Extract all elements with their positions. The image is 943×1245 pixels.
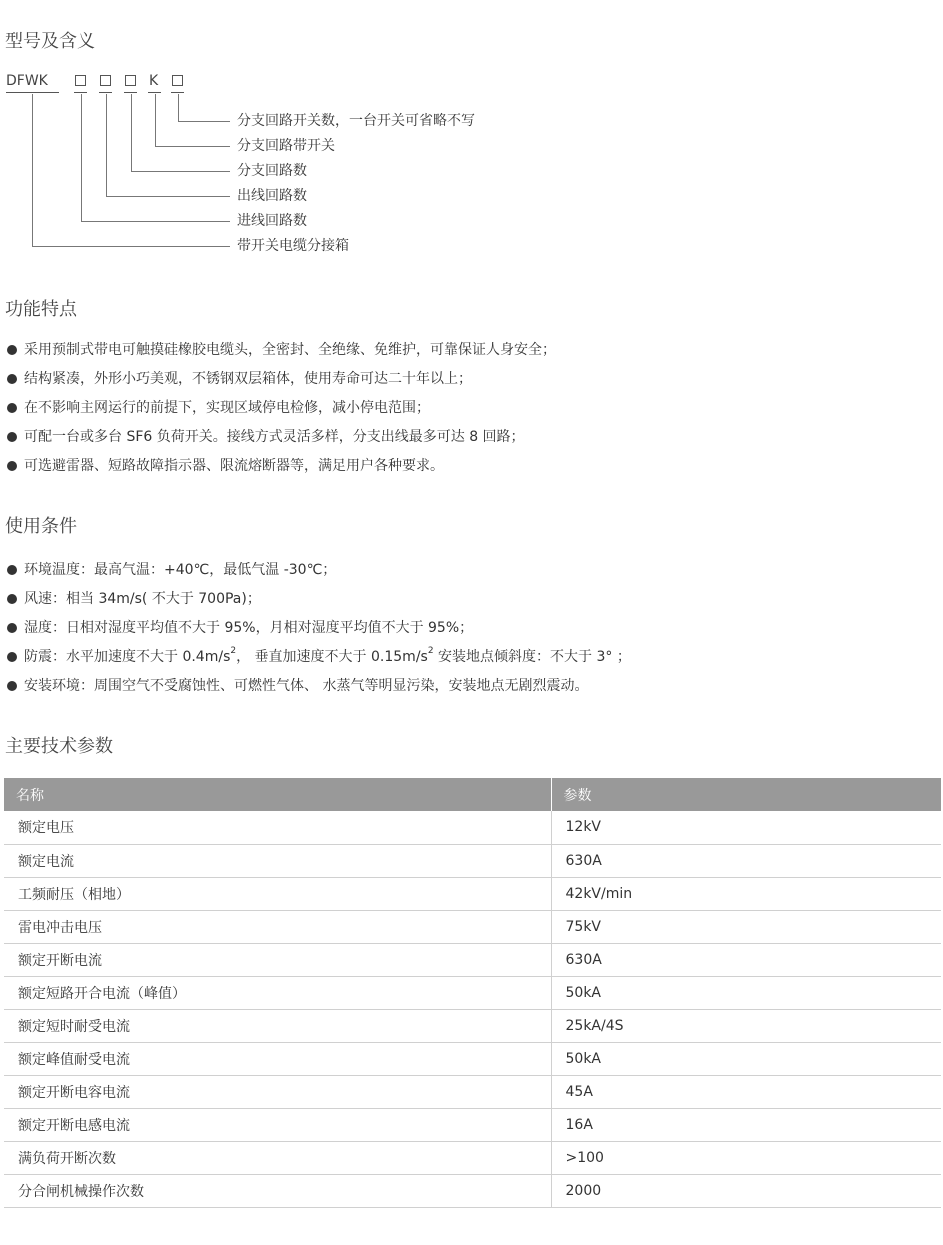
- code-description: 带开关电缆分接箱: [237, 238, 349, 254]
- list-item: 风速：相当 34m/s( 不大于 700Pa)；: [6, 589, 631, 618]
- param-value: 630A: [551, 943, 941, 976]
- param-name: 额定短时耐受电流: [4, 1009, 551, 1042]
- param-value: >100: [551, 1141, 941, 1174]
- list-item: 采用预制式带电可触摸硅橡胶电缆头，全密封、全绝缘、免维护，可靠保证人身安全；: [6, 340, 556, 369]
- list-item: 湿度：日相对湿度平均值不大于 95%，月相对湿度平均值不大于 95%；: [6, 618, 631, 647]
- code-description: 分支回路带开关: [237, 138, 335, 154]
- connector-line: [81, 221, 230, 222]
- param-name: 额定电压: [4, 811, 551, 844]
- param-value: 50kA: [551, 1042, 941, 1075]
- param-value: 630A: [551, 844, 941, 877]
- feature-list: [6, 340, 556, 485]
- list-item: 结构紧凑，外形小巧美观，不锈钢双层箱体，使用寿命可达二十年以上；: [6, 369, 556, 398]
- param-value: 42kV/min: [551, 877, 941, 910]
- list-item: 安装环境：周围空气不受腐蚀性、可燃性气体、 水蒸气等明显污染，安装地点无剧烈震动。: [6, 676, 631, 705]
- code-description: 出线回路数: [237, 188, 307, 204]
- table-row: [4, 1042, 941, 1075]
- connector-line: [178, 121, 230, 122]
- table-header-row: [4, 778, 941, 811]
- model-k-letter: K: [149, 73, 159, 89]
- k-underline: [148, 92, 161, 93]
- param-name: 工频耐压（相地）: [4, 877, 551, 910]
- param-value: 16A: [551, 1108, 941, 1141]
- spec-table: [4, 778, 941, 1208]
- bullet-dot-icon: [7, 681, 17, 691]
- connector-line: [32, 94, 33, 246]
- param-value: 25kA/4S: [551, 1009, 941, 1042]
- table-row: [4, 1009, 941, 1042]
- bullet-dot-icon: [7, 623, 17, 633]
- list-item: 可选避雷器、短路故障指示器、限流熔断器等，满足用户各种要求。: [6, 456, 556, 485]
- column-header-value: 参数: [551, 778, 941, 811]
- bullet-dot-icon: [7, 594, 17, 604]
- table-row: [4, 811, 941, 844]
- list-item: 在不影响主网运行的前提下，实现区域停电检修，减小停电范围；: [6, 398, 556, 427]
- connector-line: [106, 196, 230, 197]
- section-title-conditions: 使用条件: [5, 516, 77, 537]
- section-title-specs: 主要技术参数: [5, 736, 113, 757]
- column-header-name: 名称: [4, 778, 551, 811]
- param-name: 满负荷开断次数: [4, 1141, 551, 1174]
- table-row: [4, 976, 941, 1009]
- box1-underline: [74, 92, 87, 93]
- placeholder-box-incoming: [75, 75, 86, 86]
- param-name: 额定短路开合电流（峰值）: [4, 976, 551, 1009]
- bullet-dot-icon: [7, 652, 17, 662]
- bullet-dot-icon: [7, 432, 17, 442]
- connector-line: [32, 246, 230, 247]
- connector-line: [106, 94, 107, 196]
- table-row: [4, 877, 941, 910]
- code-description: 分支回路开关数，一台开关可省略不写: [237, 113, 475, 129]
- table-row: [4, 910, 941, 943]
- condition-list: [6, 560, 631, 705]
- table-row: [4, 1141, 941, 1174]
- box4-underline: [171, 92, 184, 93]
- bullet-dot-icon: [7, 374, 17, 384]
- list-item: 防震：水平加速度不大于 $0.4m/s^2$， 垂直加速度不大于 $0.15m/s^2$ 安装地点倾斜度：不大于 3° ；: [6, 647, 631, 676]
- connector-line: [155, 94, 156, 146]
- connector-line: [81, 94, 82, 221]
- model-prefix: DFWK: [6, 73, 48, 89]
- list-item: 环境温度：最高气温：+40℃，最低气温 -30℃；: [6, 560, 631, 589]
- table-row: [4, 844, 941, 877]
- connector-line: [155, 146, 230, 147]
- placeholder-box-switch-count: [172, 75, 183, 86]
- param-name: 额定开断电流: [4, 943, 551, 976]
- code-description: 进线回路数: [237, 213, 307, 229]
- box3-underline: [124, 92, 137, 93]
- connector-line: [131, 171, 230, 172]
- param-name: 雷电冲击电压: [4, 910, 551, 943]
- prefix-underline: [6, 92, 59, 93]
- param-name: 分合闸机械操作次数: [4, 1174, 551, 1207]
- section-title-features: 功能特点: [5, 299, 77, 320]
- table-row: [4, 943, 941, 976]
- table-row: [4, 1174, 941, 1207]
- connector-line: [178, 94, 179, 121]
- box2-underline: [99, 92, 112, 93]
- table-row: [4, 1075, 941, 1108]
- code-description: 分支回路数: [237, 163, 307, 179]
- param-name: 额定电流: [4, 844, 551, 877]
- connector-line: [131, 94, 132, 171]
- param-value: 50kA: [551, 976, 941, 1009]
- param-value: 75kV: [551, 910, 941, 943]
- placeholder-box-outgoing: [100, 75, 111, 86]
- param-value: 12kV: [551, 811, 941, 844]
- bullet-dot-icon: [7, 461, 17, 471]
- bullet-dot-icon: [7, 403, 17, 413]
- placeholder-box-branch: [125, 75, 136, 86]
- section-title-model: 型号及含义: [5, 31, 95, 52]
- param-value: 45A: [551, 1075, 941, 1108]
- param-value: 2000: [551, 1174, 941, 1207]
- table-row: [4, 1108, 941, 1141]
- param-name: 额定开断电感电流: [4, 1108, 551, 1141]
- param-name: 额定开断电容电流: [4, 1075, 551, 1108]
- param-name: 额定峰值耐受电流: [4, 1042, 551, 1075]
- bullet-dot-icon: [7, 345, 17, 355]
- bullet-dot-icon: [7, 565, 17, 575]
- list-item: 可配一台或多台 SF6 负荷开关。接线方式灵活多样，分支出线最多可达 8 回路；: [6, 427, 556, 456]
